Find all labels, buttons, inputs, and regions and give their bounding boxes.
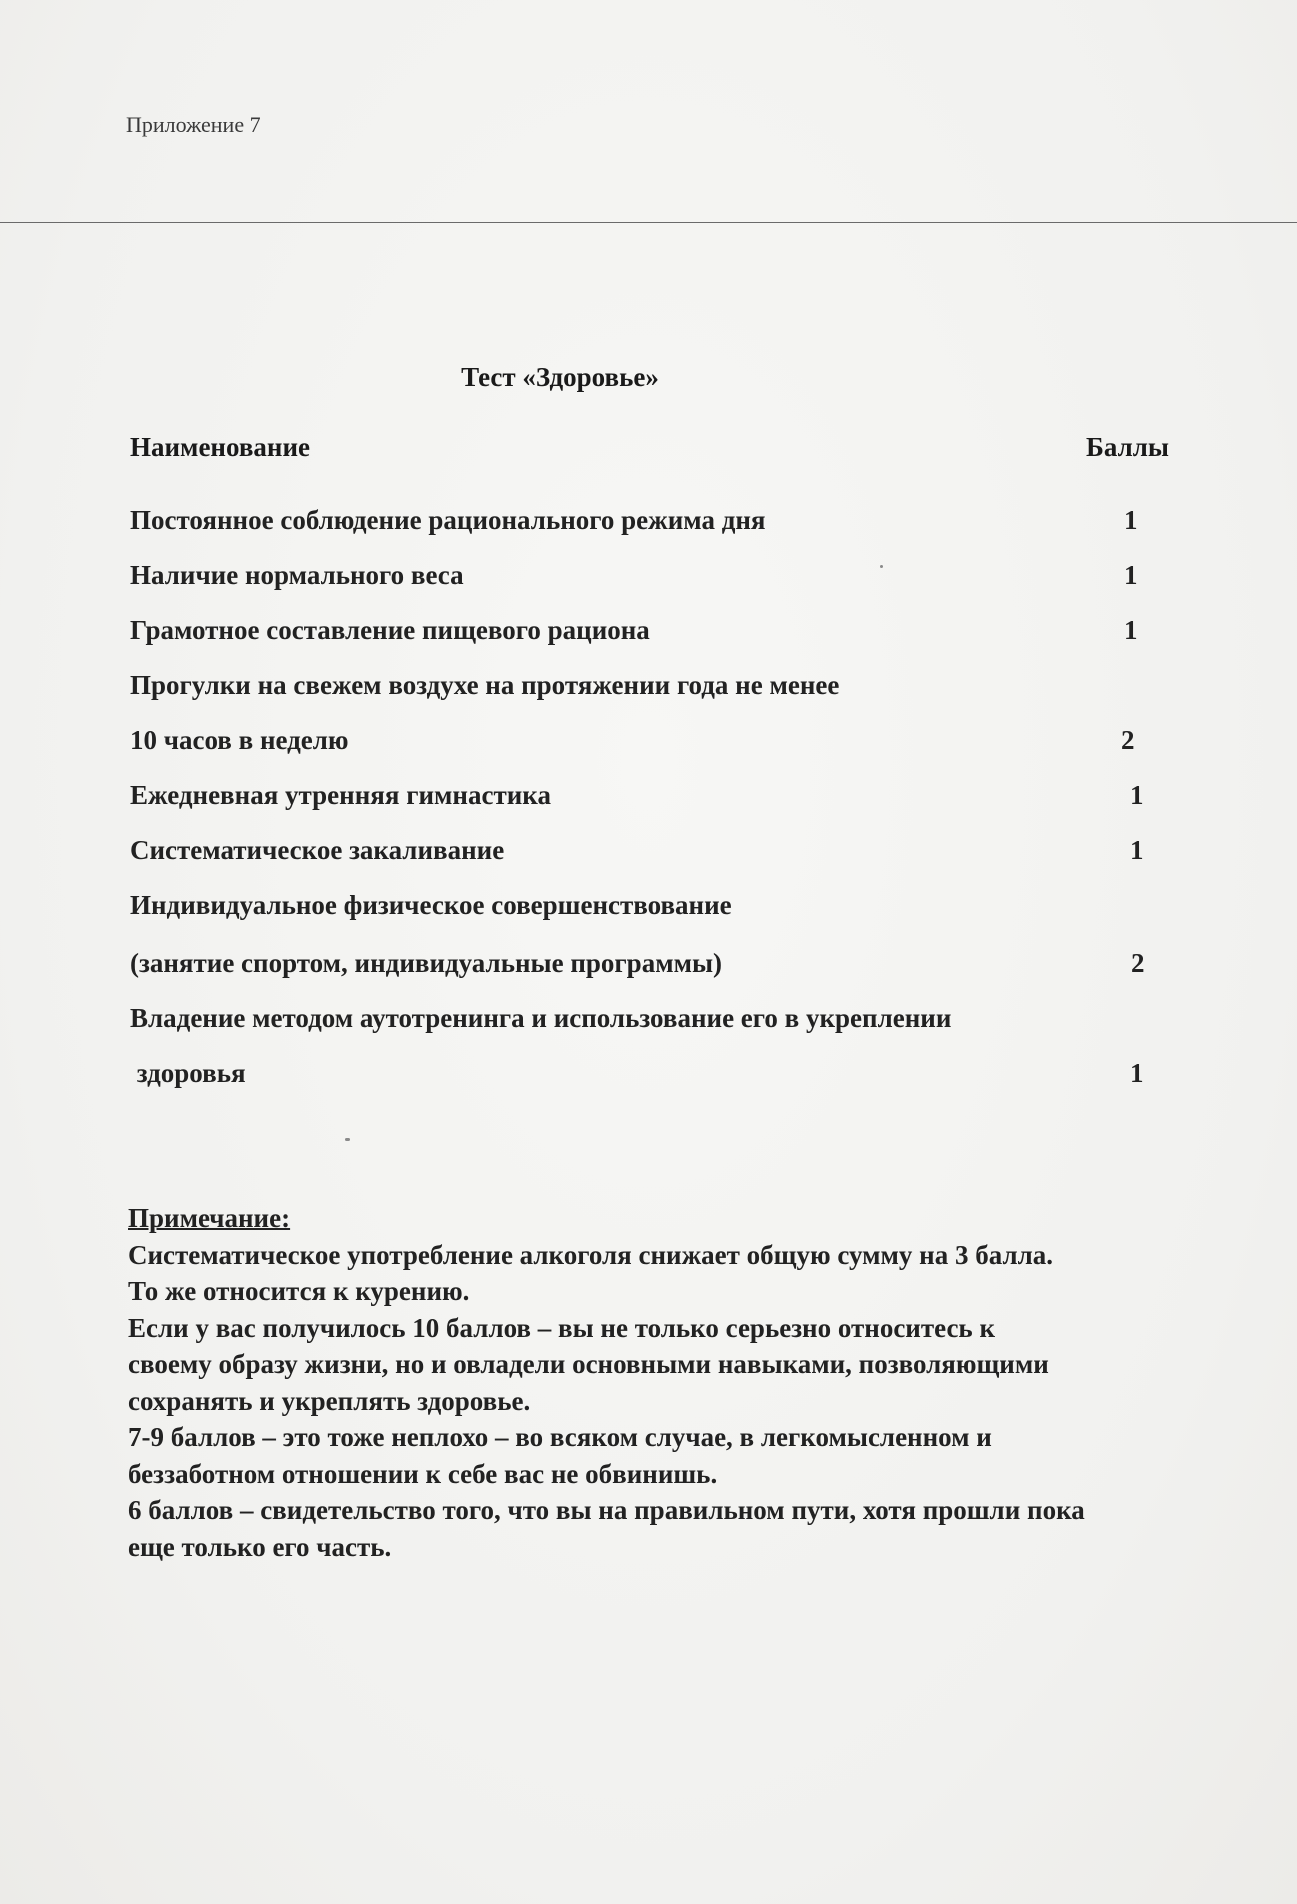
table-row-label: здоровья xyxy=(130,1058,246,1088)
table-row-score: 1 xyxy=(1124,615,1138,645)
table-row-label: Грамотное составление пищевого рациона xyxy=(130,615,650,645)
note-title: Примечание: xyxy=(128,1203,291,1233)
table-row-label: (занятие спортом, индивидуальные программы) xyxy=(130,948,723,978)
note-line: 7-9 баллов – это тоже неплохо – во всяком случае, в легкомысленном и xyxy=(128,1422,992,1452)
note-line: 6 баллов – свидетельство того, что вы на правильном пути, хотя прошли пока xyxy=(128,1495,1085,1525)
table-row-score: 2 xyxy=(1121,725,1135,755)
column-header-score: Баллы xyxy=(1086,432,1169,462)
note-block xyxy=(128,1200,1228,1565)
table-row-label: Систематическое закаливание xyxy=(130,835,505,865)
table-row-label: Наличие нормального веса xyxy=(130,560,464,590)
table-row-score: 2 xyxy=(1131,948,1145,978)
table-row-score: 1 xyxy=(1124,560,1138,590)
note-line: беззаботном отношении к себе вас не обвинишь. xyxy=(128,1458,718,1489)
table-row-label: Индивидуальное физическое совершенствование xyxy=(130,890,732,920)
scan-speck xyxy=(880,565,883,568)
note-line: То же относится к курению. xyxy=(128,1276,470,1306)
table-row-score: 1 xyxy=(1130,780,1144,810)
note-line: сохранять и укреплять здоровье. xyxy=(128,1385,531,1416)
table-row-label: Прогулки на свежем воздухе на протяжении года не менее xyxy=(130,670,840,700)
note-line: еще только его часть. xyxy=(128,1531,392,1562)
table-row-label: Ежедневная утренняя гимнастика xyxy=(130,780,551,810)
table-row-score: 1 xyxy=(1130,1058,1144,1088)
table-row-label: 10 часов в неделю xyxy=(130,725,349,755)
appendix-label: Приложение 7 xyxy=(126,112,261,137)
table-row-score: 1 xyxy=(1124,505,1138,535)
note-line: своему образу жизни, но и овладели основными навыками, позволяющими xyxy=(128,1349,1049,1379)
table-row-label: Владение методом аутотренинга и использование его в укреплении xyxy=(130,1003,952,1033)
column-header-name: Наименование xyxy=(130,432,310,462)
page-title: Тест «Здоровье» xyxy=(461,362,659,392)
table-row-label: Постоянное соблюдение рационального режима дня xyxy=(130,505,766,535)
table-row-score: 1 xyxy=(1130,835,1144,865)
note-line: Систематическое употребление алкоголя снижает общую сумму на 3 балла. xyxy=(128,1239,1053,1270)
note-line: Если у вас получилось 10 баллов – вы не только серьезно относитесь к xyxy=(128,1312,996,1343)
horizontal-divider xyxy=(0,222,1297,223)
scan-speck xyxy=(345,1138,350,1141)
